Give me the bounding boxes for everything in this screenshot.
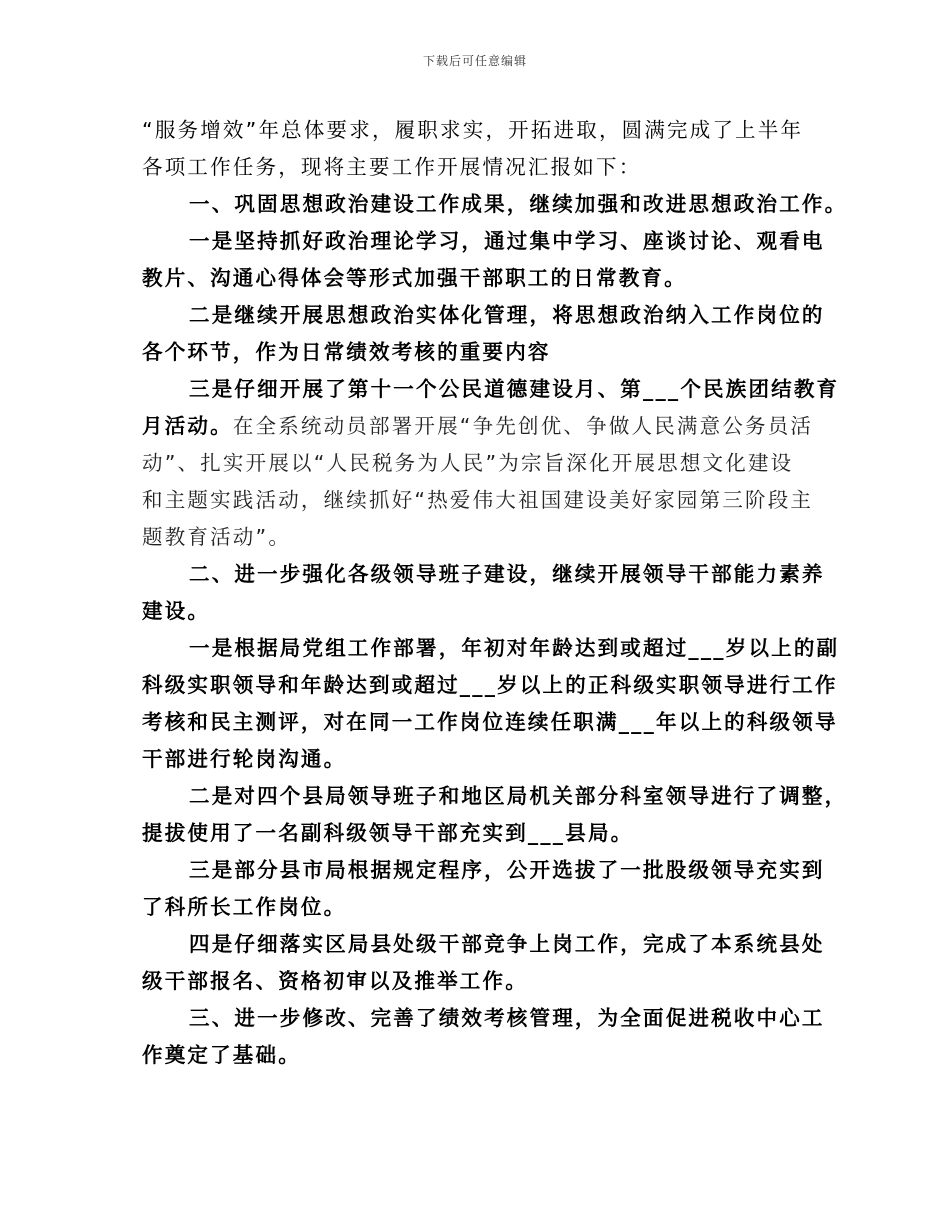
text-line: 考核和民主测评，对在同一工作岗位连续任职满___年以上的科级领导 bbox=[142, 710, 838, 734]
text-line: “服务增效”年总体要求，履职求实，开拓进取，圆满完成了上半年 bbox=[142, 118, 804, 142]
text-line: 各项工作任务，现将主要工作开展情况汇报如下： bbox=[142, 155, 642, 179]
text-line-mixed bbox=[142, 408, 822, 445]
text-line: 各个环节，作为日常绩效考核的重要内容 bbox=[142, 340, 551, 364]
text-line: 三是仔细开展了第十一个公民道德建设月、第___个民族团结教育 bbox=[189, 377, 840, 401]
page-header: 下载后可任意编辑 bbox=[422, 54, 527, 68]
text-line: 二是对四个县局领导班子和地区局机关部分科室领导进行了调整， bbox=[189, 784, 848, 808]
text-line: 题教育活动”。 bbox=[142, 525, 292, 549]
text-line: 了科所长工作岗位。 bbox=[142, 895, 347, 919]
text-line: 建设。 bbox=[142, 599, 211, 623]
text-line: 动”、扎实开展以“人民税务为人民”为宗旨深化开展思想文化建设 bbox=[142, 451, 794, 475]
text-line: 教片、沟通心得体会等形式加强干部职工的日常教育。 bbox=[142, 266, 687, 290]
text-line: 级干部报名、资格初审以及推举工作。 bbox=[142, 969, 528, 993]
text-line: 四是仔细落实区局县处级干部竞争上岗工作，完成了本系统县处 bbox=[189, 932, 825, 956]
text-line: 科级实职领导和年龄达到或超过___岁以上的正科级实职领导进行工作 bbox=[142, 673, 838, 697]
section-heading: 三、进一步修改、完善了绩效考核管理，为全面促进税收中心工 bbox=[189, 1006, 825, 1030]
text-line: 一是坚持抓好政治理论学习，通过集中学习、座谈讨论、观看电 bbox=[189, 229, 825, 253]
text-line: 干部进行轮岗沟通。 bbox=[142, 747, 347, 771]
text-line: 二是继续开展思想政治实体化管理，将思想政治纳入工作岗位的 bbox=[189, 303, 825, 327]
text-line: 三是部分县市局根据规定程序，公开选拔了一批股级领导充实到 bbox=[189, 858, 825, 882]
text-line-bold-part: 月活动。 bbox=[142, 414, 233, 438]
text-line: 一是根据局党组工作部署，年初对年龄达到或超过___岁以上的副 bbox=[189, 636, 840, 660]
document-body bbox=[142, 112, 848, 1074]
text-line-normal-part: 在全系统动员部署开展“争先创优、争做人民满意公务员活 bbox=[232, 414, 814, 438]
section-heading: 二、进一步强化各级领导班子建设，继续开展领导干部能力素养 bbox=[189, 562, 825, 586]
text-line: 和主题实践活动，继续抓好“热爱伟大祖国建设美好家园第三阶段主 bbox=[142, 488, 814, 512]
section-heading: 一、巩固思想政治建设工作成果，继续加强和改进思想政治工作。 bbox=[189, 192, 848, 216]
text-line: 作奠定了基础。 bbox=[142, 1043, 301, 1067]
text-line: 提拔使用了一名副科级领导干部充实到___县局。 bbox=[142, 821, 634, 845]
